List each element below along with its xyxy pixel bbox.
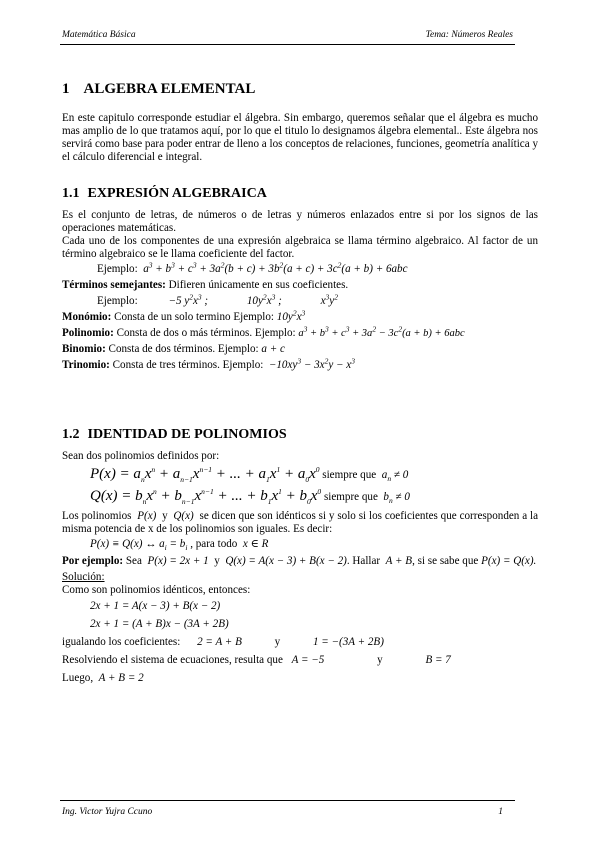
definition-paragraph: Es el conjunto de letras, de números o de letras y números enlazados entre si por los signos de las operaciones matemáticas. xyxy=(62,209,538,234)
footer-author: Ing. Victor Yujra Ccuno xyxy=(62,807,153,817)
terms-example-row: Ejemplo: −5 $y^2x^3$ ; $10y^2x^3$ ; $x^3y^2$ xyxy=(97,292,338,307)
term-paragraph: Cada uno de los componentes de una expresión algebraica se llama término algebraico. Al factor de un término algebraico se le llama coeficiente del factor. xyxy=(62,235,538,260)
page-footer xyxy=(60,800,515,817)
section-1-2 xyxy=(62,426,538,687)
header-left: Matemática Básica xyxy=(62,30,136,40)
example-paragraph: Por ejemplo: Sea P(x) = 2x + 1 y Q(x) = A(x − 3) + B(x − 2). Hallar A + B, si se sabe que P(x) = Q(x). xyxy=(62,555,537,567)
section-1-1 xyxy=(62,185,538,373)
solution-text: Como son polinomios idénticos, entonces: xyxy=(62,584,251,596)
eq-2-row: 2x + 1 = (A + B)x − (3A + 2B) xyxy=(90,618,229,630)
identity-row: P(x) ≡ Q(x) ↔ $a_i = b_i$ , para todo x ∈ R xyxy=(90,538,269,553)
eq-1-row: 2x + 1 = A(x − 3) + B(x − 2) xyxy=(90,600,221,612)
terms-row: Términos semejantes: Difieren únicamente en sus coeficientes. xyxy=(62,279,349,291)
section-1-paragraph: En este capitulo corresponde estudiar el álgebra. Sin embargo, queremos señalar que el álgebra es mucho mas amplio de lo que tratamos aquí, por lo que el titulo lo designamos álgebra elemental.. Este álgebra nos servirá como base para poder entrar de lleno a los conceptos de relaciones, funciones, geometría analítica y el cálculo diferencial e integral. xyxy=(62,112,538,163)
result-row: Luego, A + B = 2 xyxy=(62,672,144,684)
solve-row: Resolviendo el sistema de ecuaciones, resulta que A = −5 y B = 7 xyxy=(62,654,451,666)
section-1-2-heading: 1.2 IDENTIDAD DE POLINOMIOS xyxy=(62,427,287,442)
identical-paragraph: Los polinomios P(x) y Q(x) se dicen que son idénticos si y solo si los coeficientes que corresponden a la misma potencia de x de los polinomios son iguales. Es decir: xyxy=(62,510,539,535)
solution-label: Solución: xyxy=(62,571,105,583)
polinomio-row: Polinomio: Consta de dos o más términos. Ejemplo: $a^3 + b^3 + c^3 + 3a^2 - 3c^2(a + b) + 6abc$ xyxy=(62,324,465,339)
poly-p-row: $P(x) = a_nx^n + a_{n-1}x^{n-1}$ + ... + $a_1x^1 + a_0x^0$ siempre que $a_n \ne 0$ xyxy=(90,465,409,484)
example-expression: $a^3 + b^3 + c^3 + 3a^2(b + c) + 3b^2(a + c) + 3c^2(a + b) + 6abc$ xyxy=(143,260,408,275)
equate-row: igualando los coeficientes: 2 = A + B y 1 = −(3A + 2B) xyxy=(62,636,384,648)
header-right: Tema: Números Reales xyxy=(425,30,513,40)
page-header xyxy=(60,30,515,45)
section-1-heading: 1 ALGEBRA ELEMENTAL xyxy=(62,81,256,97)
binomio-row: Binomio: Consta de dos términos. Ejemplo: a + c xyxy=(62,343,285,355)
trinomio-row: Trinomio: Consta de tres términos. Ejemplo: $-10xy^3 - 3x^2y - x^3$ xyxy=(62,356,355,371)
page-number: 1 xyxy=(498,807,503,817)
poly-q-row: $Q(x) = b_nx^n + b_{n-1}x^{n-1}$ + ... + $b_1x^1 + b_0x^0$ siempre que $b_n \ne 0$ xyxy=(90,487,410,506)
example-row: Ejemplo: $a^3 + b^3 + c^3 + 3a^2(b + c) + 3b^2(a + c) + 3c^2(a + b) + 6abc$ xyxy=(97,260,408,275)
section-1 xyxy=(62,80,538,164)
intro-text: Sean dos polinomios definidos por: xyxy=(62,450,220,462)
section-1-1-heading: 1.1 EXPRESIÓN ALGEBRAICA xyxy=(62,186,267,201)
monomio-row: Monómio: Consta de un solo termino Ejemplo: $10y^2x^3$ xyxy=(62,308,306,323)
